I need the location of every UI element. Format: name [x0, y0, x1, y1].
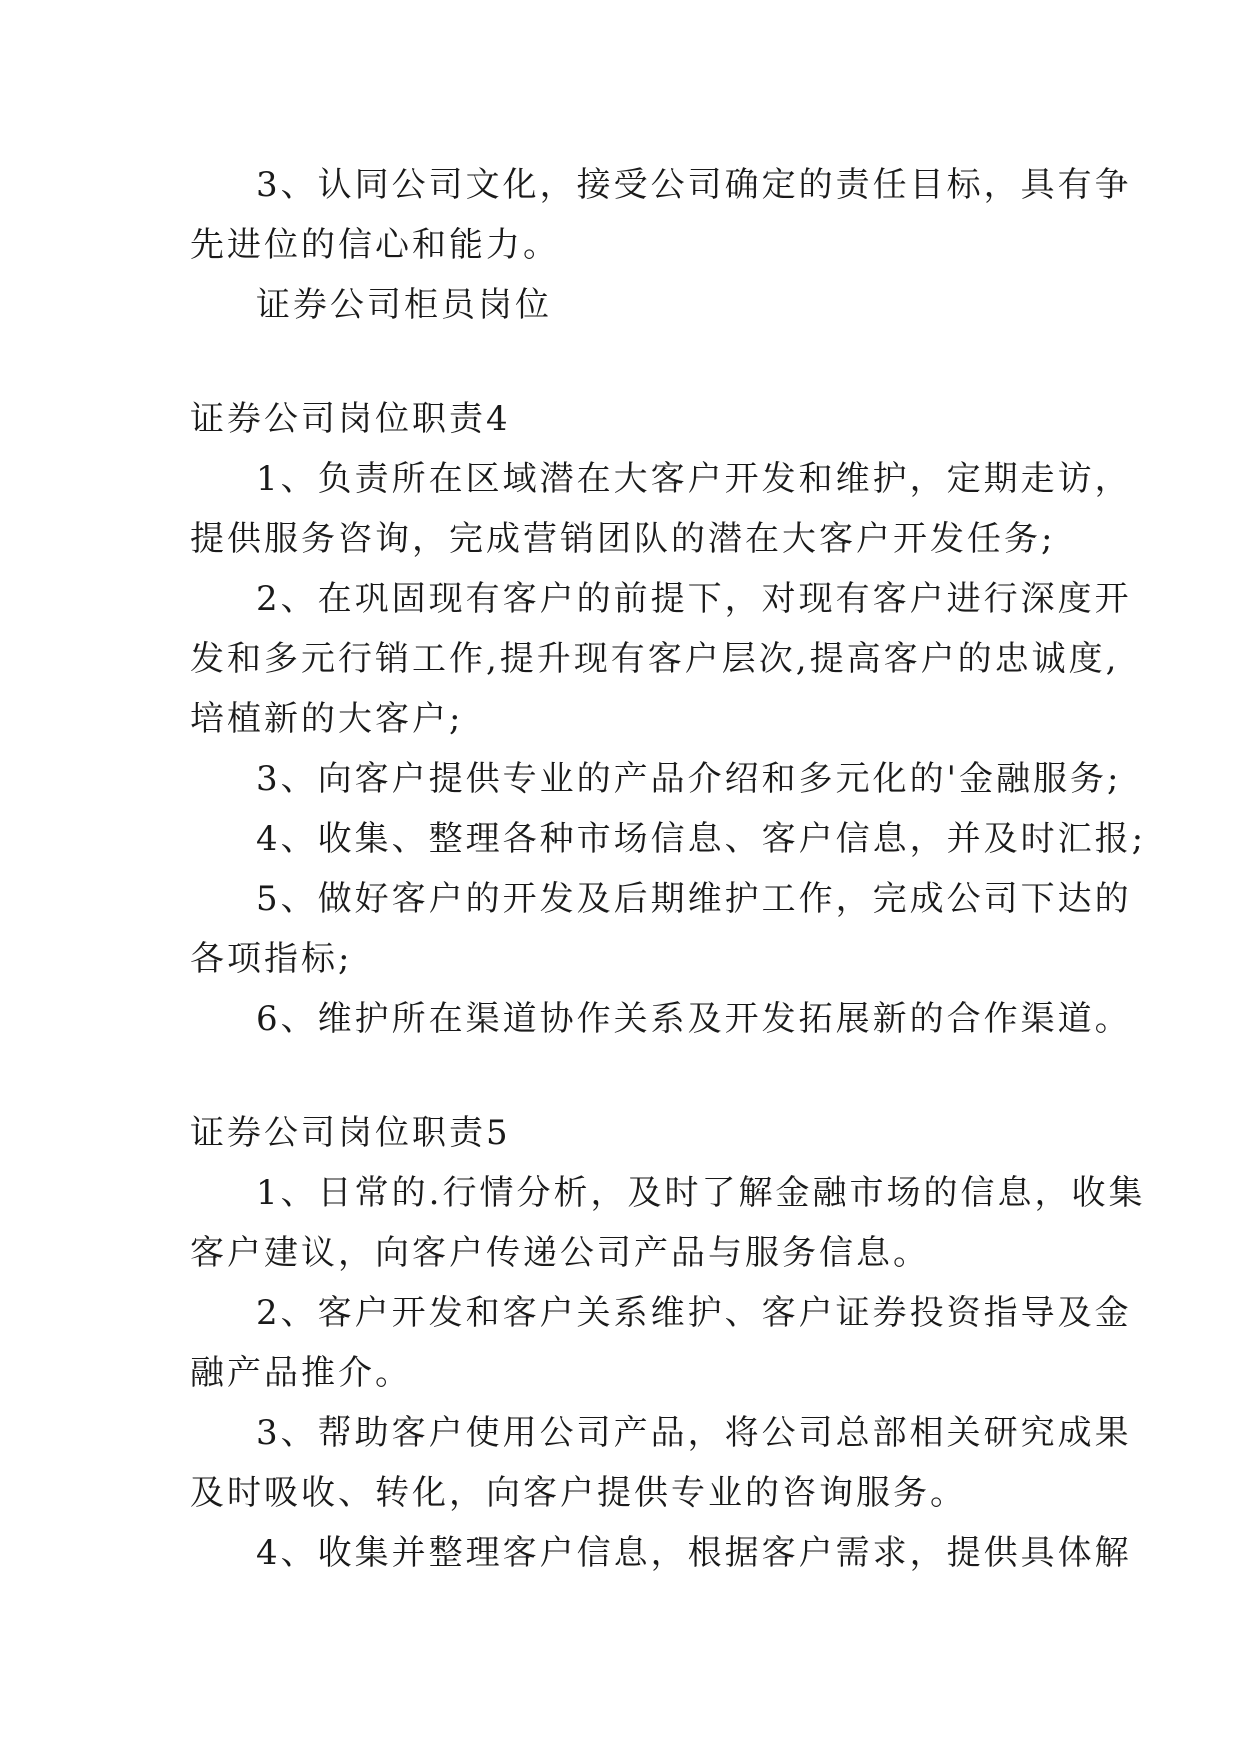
paragraph-line: 客户建议，向客户传递公司产品与服务信息。	[190, 1233, 930, 1273]
paragraph-line: 3、向客户提供专业的产品介绍和多元化的'金融服务;	[256, 759, 1122, 799]
paragraph-line: 发和多元行销工作,提升现有客户层次,提高客户的忠诚度,	[190, 639, 1120, 679]
paragraph-line: 培植新的大客户;	[190, 699, 464, 739]
paragraph-line: 1、日常的.行情分析，及时了解金融市场的信息，收集	[256, 1173, 1146, 1213]
section-heading: 证券公司岗位职责5	[190, 1113, 511, 1153]
paragraph-line: 2、客户开发和客户关系维护、客户证券投资指导及金	[256, 1293, 1132, 1333]
paragraph-line: 4、收集、整理各种市场信息、客户信息，并及时汇报;	[256, 819, 1147, 859]
paragraph-line: 6、维护所在渠道协作关系及开发拓展新的合作渠道。	[256, 999, 1132, 1039]
paragraph-line: 5、做好客户的开发及后期维护工作，完成公司下达的	[256, 879, 1132, 919]
paragraph-line: 各项指标;	[190, 939, 353, 979]
paragraph-line: 4、收集并整理客户信息，根据客户需求，提供具体解	[256, 1533, 1132, 1573]
paragraph-line: 3、认同公司文化，接受公司确定的责任目标，具有争	[256, 165, 1132, 205]
section-heading: 证券公司岗位职责4	[190, 399, 511, 439]
paragraph-line: 及时吸收、转化，向客户提供专业的咨询服务。	[190, 1473, 967, 1513]
paragraph-line: 1、负责所在区域潜在大客户开发和维护，定期走访，	[256, 459, 1132, 499]
paragraph-line: 提供服务咨询，完成营销团队的潜在大客户开发任务;	[190, 519, 1056, 559]
paragraph-line: 融产品推介。	[190, 1353, 412, 1393]
subheading: 证券公司柜员岗位	[256, 285, 552, 325]
paragraph-line: 2、在巩固现有客户的前提下，对现有客户进行深度开	[256, 579, 1132, 619]
paragraph-line: 3、帮助客户使用公司产品，将公司总部相关研究成果	[256, 1413, 1132, 1453]
paragraph-line: 先进位的信心和能力。	[190, 225, 560, 265]
